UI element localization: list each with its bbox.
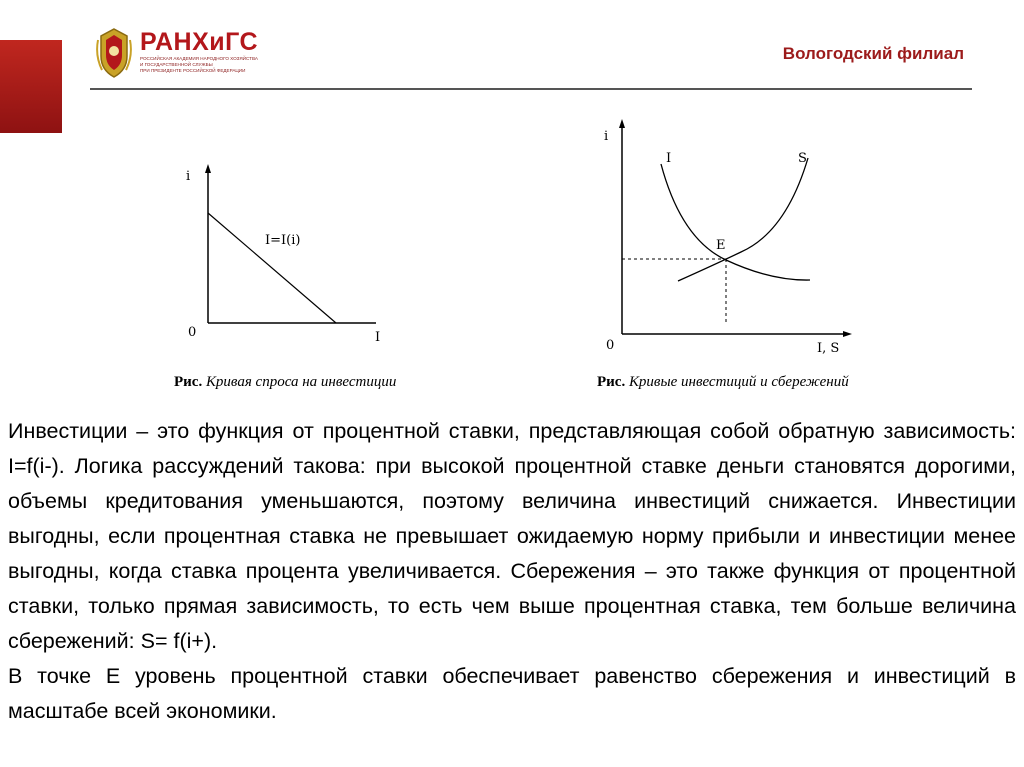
figure2-caption-prefix: Рис. [597, 374, 626, 390]
x-axis-label: I, S [817, 341, 840, 356]
branch-title: Вологодский филиал [782, 44, 964, 63]
figure1-caption-text: Кривая спроса на инвестиции [205, 374, 397, 390]
paragraph-definition: Инвестиции – это функция от процентной ставки, представляющая собой обратную зависимость: I=f(i-). Логика рассуждений такова: при высокой процентной ставке деньги становятся дорогими, объемы кредитования уменьшаются, поэтому величина инвестиций снижается. Инвестиции выгодны, если процентная ставка не превышает ожидаемую норму прибыли и инвестиции менее выгодны, когда ставка процента увеличивается. Сбережения – это также функция от процентной ставки, только прямая зависимость, то есть чем выше процентная ставка, тем больше величина сбережений: S= f(i+). [8, 419, 1016, 653]
logo-text: РАНХиГС [140, 28, 259, 56]
emblem-icon [94, 26, 134, 80]
figure1-caption [174, 374, 396, 391]
origin-label: 0 [188, 325, 197, 340]
x-axis-label: I [375, 330, 381, 345]
y-axis-label: i [186, 169, 191, 184]
figure2-caption [597, 374, 849, 391]
investment-demand-line [208, 213, 336, 323]
x-axis-arrow-icon [843, 331, 852, 337]
y-axis-arrow-icon [205, 164, 211, 173]
figure2-caption-text: Кривые инвестиций и сбережений [628, 374, 849, 390]
figure1-caption-prefix: Рис. [174, 374, 203, 390]
investment-curve-label: I [666, 151, 672, 166]
logo [94, 24, 274, 84]
body-text [8, 414, 1016, 729]
savings-curve-label: S [798, 151, 807, 166]
accent-bar [0, 40, 62, 133]
savings-curve [678, 158, 808, 281]
logo-subtext: РОССИЙСКАЯ АКАДЕМИЯ НАРОДНОГО ХОЗЯЙСТВА И ГОСУДАРСТВЕННОЙ СЛУЖБЫ ПРИ ПРЕЗИДЕНТЕ РОССИЙСКОЙ ФЕДЕРАЦИИ [140, 56, 258, 73]
investment-curve [661, 164, 810, 280]
origin-label: 0 [606, 338, 615, 353]
equilibrium-point-label: E [716, 238, 726, 253]
y-axis-arrow-icon [619, 119, 625, 128]
curve-label: I=I(i) [265, 233, 301, 248]
paragraph-equilibrium: В точке Е уровень процентной ставки обеспечивает равенство сбережения и инвестиций в масштабе всей экономики. [8, 664, 1016, 723]
header-divider [90, 88, 972, 90]
figure-investment-demand [176, 160, 406, 350]
figure-investment-savings [596, 114, 856, 364]
y-axis-label: i [604, 129, 609, 144]
